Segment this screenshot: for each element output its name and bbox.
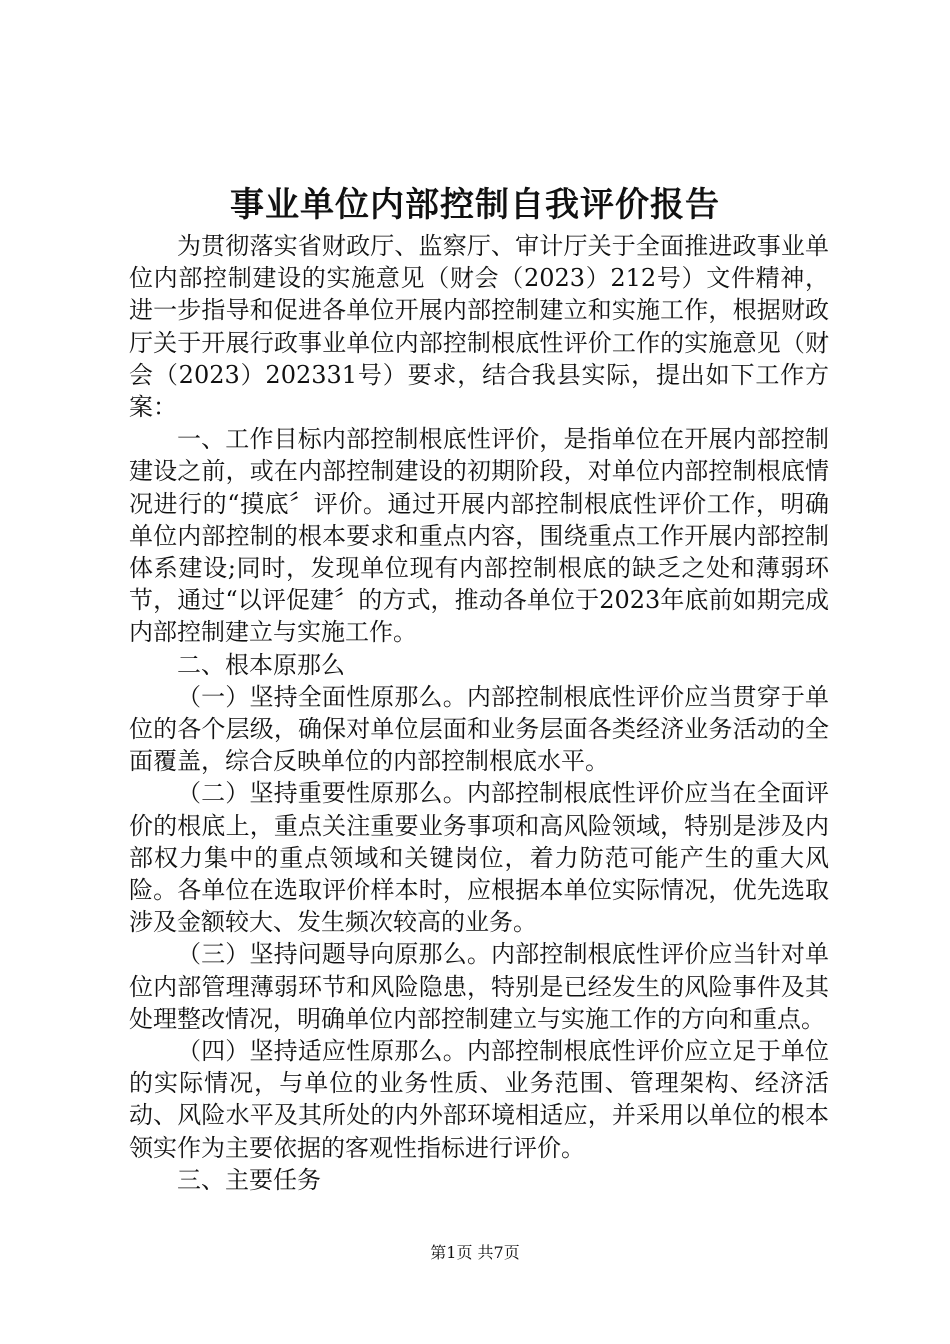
section-work-goal: 一、工作目标内部控制根底性评价，是指单位在开展内部控制建设之前，或在内部控制建设的初期阶段，对单位内部控制根底情况进行的“摸底〞评价。通过开展内部控制根底性评价工作，明确单位内部控制的根本要求和重点内容，围绕重点工作开展内部控制体系建设;同时，发现单位现有内部控制根底的缺乏之处和薄弱环节，通过“以评促建〞的方式，推动各单位于2023年底前如期完成内部控制建立与实施工作。 xyxy=(129,425,829,647)
document-body xyxy=(129,230,829,1196)
intro-paragraph: 为贯彻落实省财政厅、监察厅、审计厅关于全面推进政事业单位内部控制建设的实施意见（财会（2023）212号）文件精神，进一步指导和促进各单位开展内部控制建立和实施工作，根据财政厅关于开展行政事业单位内部控制根底性评价工作的实施意见（财会（2023）202331号）要求，结合我县实际，提出如下工作方案： xyxy=(129,232,829,422)
document-title: 事业单位内部控制自我评价报告 xyxy=(230,185,720,225)
section-heading-main-tasks: 三、主要任务 xyxy=(177,1165,321,1194)
principle-importance: （二）坚持重要性原那么。内部控制根底性评价应当在全面评价的根底上，重点关注重要业务事项和高风险领域，特别是涉及内部权力集中的重点领域和关键岗位，着力防范可能产生的重大风险。各单位在选取评价样本时，应根据本单位实际情况，优先选取涉及金额较大、发生频次较高的业务。 xyxy=(129,779,829,937)
section-heading-principles: 二、根本原那么 xyxy=(177,650,345,679)
page-footer: 第1页 共7页 xyxy=(430,1243,520,1262)
principle-problem-orientation: （三）坚持问题导向原那么。内部控制根底性评价应当针对单位内部管理薄弱环节和风险隐患，特别是已经发生的风险事件及其处理整改情况，明确单位内部控制建立与实施工作的方向和重点。 xyxy=(129,940,829,1033)
principle-comprehensiveness: （一）坚持全面性原那么。内部控制根底性评价应当贯穿于单位的各个层级，确保对单位层面和业务层面各类经济业务活动的全面覆盖，综合反映单位的内部控制根底水平。 xyxy=(129,682,829,776)
principle-adaptability: （四）坚持适应性原那么。内部控制根底性评价应立足于单位的实际情况，与单位的业务性质、业务范围、管理架构、经济活动、风险水平及其所处的内外部环境相适应，并采用以单位的根本领实作为主要依据的客观性指标进行评价。 xyxy=(129,1037,829,1162)
